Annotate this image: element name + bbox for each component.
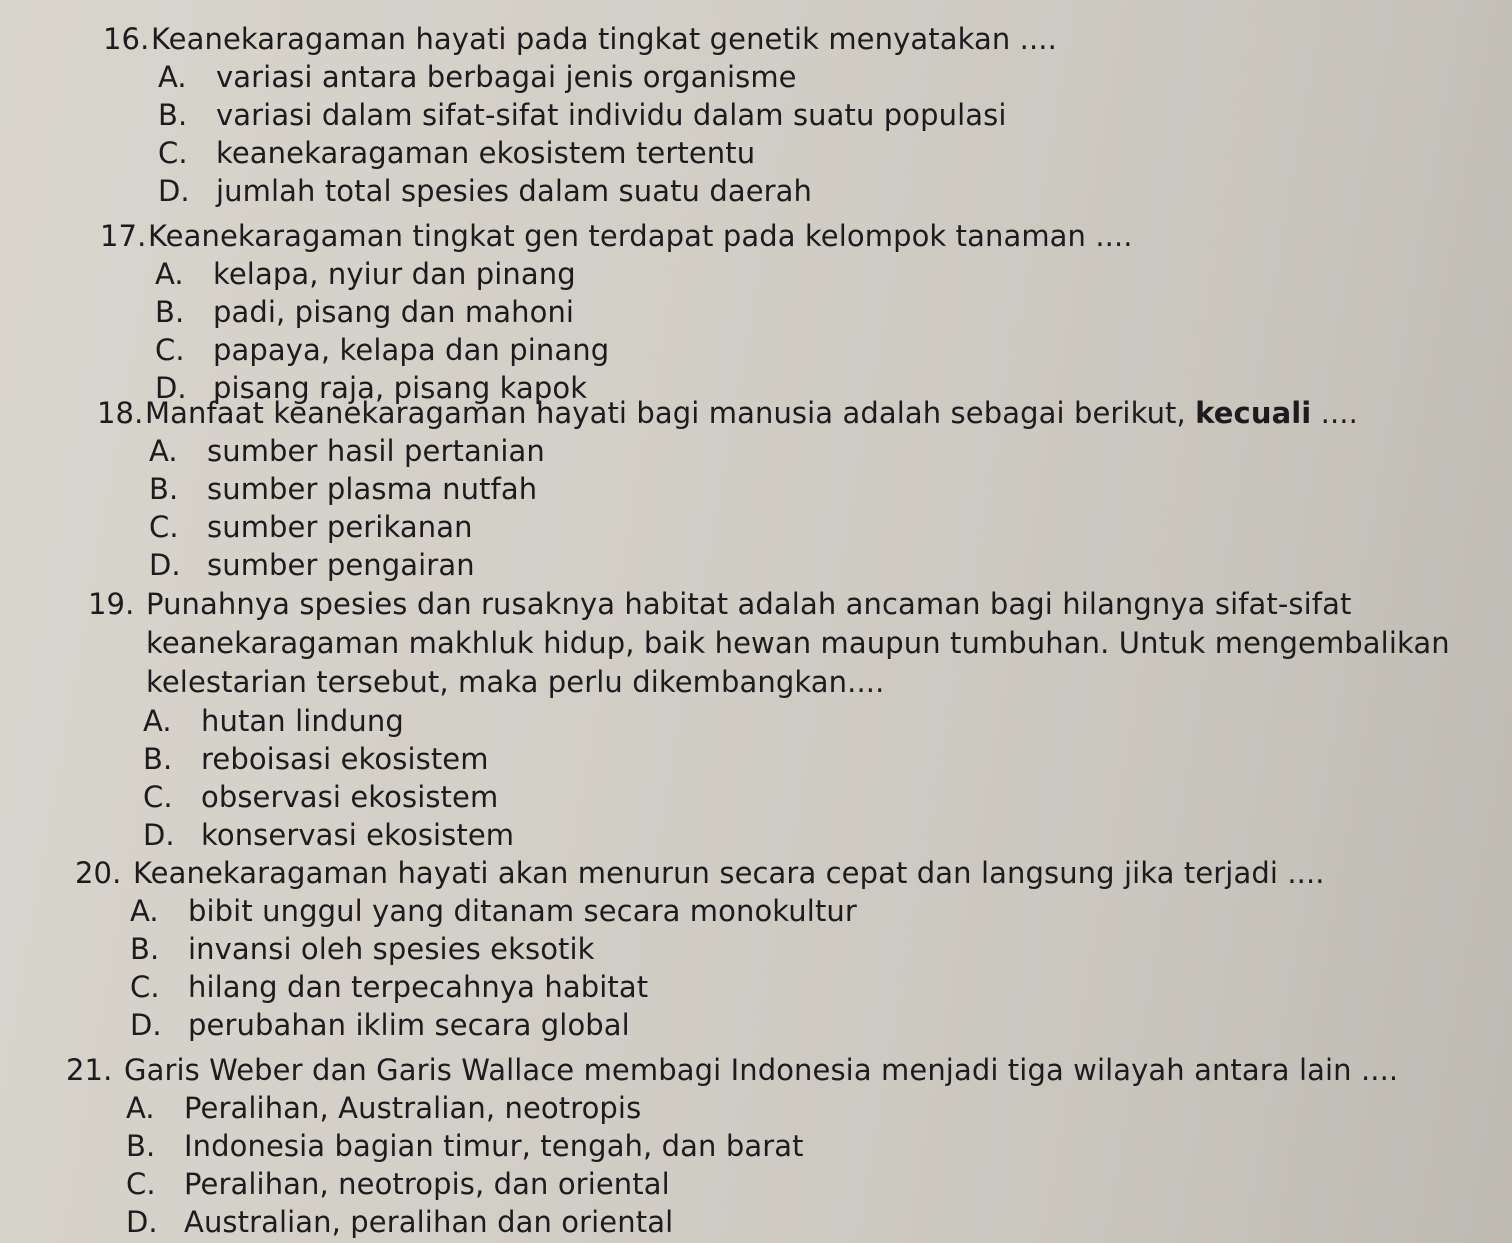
option-c[interactable] xyxy=(158,134,1057,172)
question-stem xyxy=(103,20,1057,58)
option-text: perubahan iklim secara global xyxy=(188,1008,630,1042)
option-d[interactable] xyxy=(158,172,1057,210)
option-letter: C. xyxy=(155,333,185,367)
question-stem xyxy=(88,585,1496,702)
option-letter: D. xyxy=(126,1205,158,1239)
option-b[interactable] xyxy=(130,930,1325,968)
option-text: keanekaragaman ekosistem tertentu xyxy=(216,136,756,170)
option-a[interactable] xyxy=(149,432,1358,470)
option-letter: A. xyxy=(130,894,159,928)
option-list xyxy=(155,255,1133,407)
option-text: sumber hasil pertanian xyxy=(207,434,545,468)
option-c[interactable] xyxy=(149,508,1358,546)
option-letter: B. xyxy=(158,98,188,132)
question-number: 21. xyxy=(66,1053,113,1087)
option-a[interactable] xyxy=(158,58,1057,96)
option-d[interactable] xyxy=(149,546,1358,584)
option-text: Indonesia bagian timur, tengah, dan barat xyxy=(184,1129,804,1163)
option-c[interactable] xyxy=(126,1165,1398,1203)
option-a[interactable] xyxy=(130,892,1325,930)
option-letter: C. xyxy=(143,780,173,814)
option-letter: A. xyxy=(155,257,184,291)
option-list xyxy=(130,892,1325,1044)
option-d[interactable] xyxy=(130,1006,1325,1044)
option-letter: D. xyxy=(130,1008,162,1042)
question-text: Garis Weber dan Garis Wallace membagi Indonesia menjadi tiga wilayah antara lain .... xyxy=(124,1053,1399,1087)
option-text: padi, pisang dan mahoni xyxy=(213,295,575,329)
option-letter: A. xyxy=(158,60,187,94)
option-text: pisang raja, pisang kapok xyxy=(213,371,588,405)
question-20 xyxy=(75,854,1325,1044)
option-letter: D. xyxy=(158,174,190,208)
option-letter: D. xyxy=(155,371,187,405)
option-list xyxy=(126,1089,1398,1241)
option-text: Peralihan, Australian, neotropis xyxy=(184,1091,642,1125)
question-text: Keanekaragaman hayati akan menurun secara cepat dan langsung jika terjadi .... xyxy=(133,856,1325,890)
option-letter: C. xyxy=(149,510,179,544)
question-keyword-kecuali: kecuali xyxy=(1195,396,1312,430)
question-stem xyxy=(75,854,1325,892)
option-text: variasi antara berbagai jenis organisme xyxy=(216,60,797,94)
option-letter: B. xyxy=(143,742,173,776)
option-text: sumber pengairan xyxy=(207,548,475,582)
question-18 xyxy=(97,394,1358,584)
question-stem xyxy=(97,394,1358,432)
option-c[interactable] xyxy=(143,778,1496,816)
option-a[interactable] xyxy=(155,255,1133,293)
option-letter: D. xyxy=(149,548,181,582)
option-d[interactable] xyxy=(143,816,1496,854)
question-text: Punahnya spesies dan rusaknya habitat adalah ancaman bagi hilangnya sifat-sifat keanekaragaman makhluk hidup, baik hewan maupun tumbuhan. Untuk mengembalikan kelestarian tersebut, maka perlu dikembangkan.... xyxy=(146,587,1450,699)
option-letter: A. xyxy=(126,1091,155,1125)
option-b[interactable] xyxy=(155,293,1133,331)
question-number: 16. xyxy=(103,22,150,56)
question-text: Keanekaragaman tingkat gen terdapat pada kelompok tanaman .... xyxy=(148,219,1133,253)
option-text: sumber perikanan xyxy=(207,510,473,544)
option-list xyxy=(149,432,1358,584)
question-stem xyxy=(66,1051,1398,1089)
question-number: 17. xyxy=(100,219,147,253)
question-16 xyxy=(103,20,1057,210)
option-letter: A. xyxy=(149,434,178,468)
option-list xyxy=(143,702,1496,854)
option-text: Peralihan, neotropis, dan oriental xyxy=(184,1167,670,1201)
question-19 xyxy=(88,585,1496,854)
question-number: 18. xyxy=(97,396,144,430)
option-c[interactable] xyxy=(155,331,1133,369)
question-stem xyxy=(100,217,1133,255)
option-text: sumber plasma nutfah xyxy=(207,472,538,506)
option-b[interactable] xyxy=(143,740,1496,778)
option-text: invansi oleh spesies eksotik xyxy=(188,932,595,966)
option-text: observasi ekosistem xyxy=(201,780,499,814)
question-ellipsis: .... xyxy=(1320,396,1358,430)
option-text: variasi dalam sifat-sifat individu dalam suatu populasi xyxy=(216,98,1007,132)
option-c[interactable] xyxy=(130,968,1325,1006)
option-letter: B. xyxy=(155,295,185,329)
question-text: Keanekaragaman hayati pada tingkat genetik menyatakan .... xyxy=(151,22,1057,56)
question-text: Manfaat keanekaragaman hayati bagi manusia adalah sebagai berikut, xyxy=(145,396,1186,430)
option-text: jumlah total spesies dalam suatu daerah xyxy=(216,174,813,208)
option-list xyxy=(158,58,1057,210)
option-text: hutan lindung xyxy=(201,704,404,738)
option-text: bibit unggul yang ditanam secara monokultur xyxy=(188,894,857,928)
option-letter: D. xyxy=(143,818,175,852)
option-d[interactable] xyxy=(126,1203,1398,1241)
option-text: papaya, kelapa dan pinang xyxy=(213,333,610,367)
option-text: Australian, peralihan dan oriental xyxy=(184,1205,674,1239)
option-letter: B. xyxy=(126,1129,156,1163)
option-a[interactable] xyxy=(143,702,1496,740)
option-letter: B. xyxy=(130,932,160,966)
option-b[interactable] xyxy=(126,1127,1398,1165)
option-b[interactable] xyxy=(158,96,1057,134)
question-number: 20. xyxy=(75,856,122,890)
question-21 xyxy=(66,1051,1398,1241)
option-text: hilang dan terpecahnya habitat xyxy=(188,970,649,1004)
option-a[interactable] xyxy=(126,1089,1398,1127)
question-17 xyxy=(100,217,1133,407)
option-text: konservasi ekosistem xyxy=(201,818,515,852)
option-letter: A. xyxy=(143,704,172,738)
option-text: kelapa, nyiur dan pinang xyxy=(213,257,576,291)
option-letter: C. xyxy=(130,970,160,1004)
option-text: reboisasi ekosistem xyxy=(201,742,489,776)
option-b[interactable] xyxy=(149,470,1358,508)
option-letter: C. xyxy=(158,136,188,170)
option-letter: C. xyxy=(126,1167,156,1201)
question-number: 19. xyxy=(88,587,135,621)
option-letter: B. xyxy=(149,472,179,506)
